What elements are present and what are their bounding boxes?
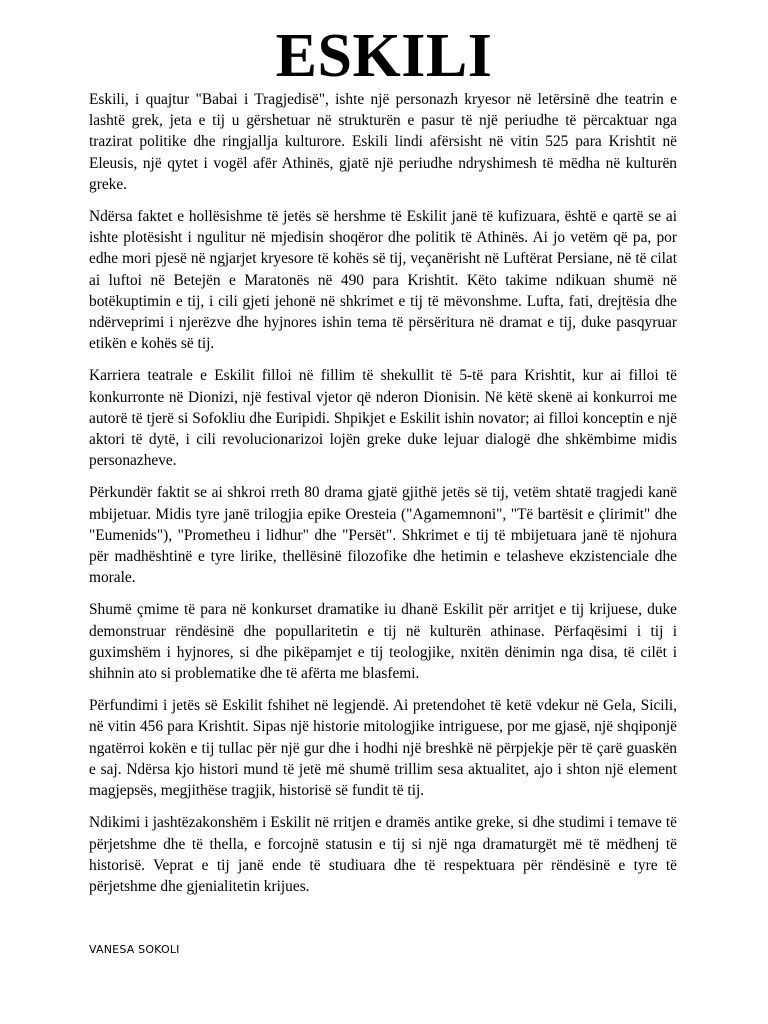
paragraph-1: Eskili, i quajtur "Babai i Tragjedisë", ishte një personazh kryesor në letërsinë dhe teatrin e lashtë grek, jeta e tij u gërshetuar në strukturën e pasur të një periudhe të përcaktuar nga trazirat politike dhe ringjallja kulturore. Eskili lindi afërsisht në vitin 525 para Krishtit në Eleusis, një qytet i vogël afër Athinës, gjatë një periudhe ndryshimesh të mëdha në kulturën greke.: [89, 91, 677, 193]
paragraph-6: Përfundimi i jetës së Eskilit fshihet në legjendë. Ai pretendohet të ketë vdekur në Gela, Sicili, në vitin 456 para Krishtit. Sipas një historie mitologjike intriguese, por me gjasë, një shqiponjë ngatërroi kokën e tij tullac për një gur dhe i hodhi një breshkë në përpjekje për të çarë guaskën e saj. Ndërsa kjo histori mund të jetë më shumë trillim sesa aktualitet, ajo i shton një element magjepsës, megjithëse tragjik, historisë së fundit të tij.: [89, 697, 677, 800]
paragraph-2: Ndërsa faktet e hollësishme të jetës së hershme të Eskilit janë të kufizuara, është e qartë se ai ishte plotësisht i ngulitur në mjedisin shoqëror dhe politik të Athinës. Ai jo vetëm që pa, por edhe mori pjesë në ngjarjet kryesore të kohës së tij, veçanërisht në Luftërat Persiane, në të cilat ai luftoi në Betejën e Maratonës në 490 para Krishtit. Këto takime ndikuan shumë në botëkuptimin e tij, i cili gjeti jehonë në shkrimet e tij të mëvonshme. Lufta, fati, drejtësia dhe ndërveprimi i njerëzve dhe hyjnores ishin tema të përsëritura në dramat e tij, duke pasqyruar etikën e kohës së tij.: [89, 208, 677, 353]
paragraph-3: Karriera teatrale e Eskilit filloi në fillim të shekullit të 5-të para Krishtit, kur ai filloi të konkurronte në Dionizi, një festival vjetor që nderon Dionisin. Në këtë skenë ai konkurroi me autorë të tjerë si Sofokliu dhe Euripidi. Shpikjet e Eskilit ishin novator; ai filloi konceptin e një aktori të dytë, i cili revolucionarizoi lojën greke duke lejuar dialogë dhe shkëmbime midis personazheve.: [89, 367, 677, 470]
paragraph-4: Përkundër faktit se ai shkroi rreth 80 drama gjatë gjithë jetës së tij, vetëm shtatë tragjedi kanë mbijetuar. Midis tyre janë trilogjia epike Oresteia ("Agamemnoni", "Të bartësit e çlirimit" dhe "Eumenids"), "Prometheu i lidhur" dhe "Persët". Shkrimet e tij të mbijetuara janë të njohura për madhështinë e tyre lirike, thellësinë filozofike dhe hetimin e telasheve ekzistenciale dhe morale.: [89, 484, 677, 587]
paragraph-7: Ndikimi i jashtëzakonshëm i Eskilit në rritjen e dramës antike greke, si dhe studimi i temave të përjetshme dhe të thella, e forcojnë statusin e tij si një nga dramaturgët më të mëdhenj të historisë. Veprat e tij janë ende të studiuara dhe të respektuara për rëndësinë e tyre të përjetshme dhe gjenialitetin krijues.: [89, 814, 677, 895]
author-footer: VANESA SOKOLI: [89, 943, 180, 956]
document-body: [89, 89, 677, 908]
document-title: ESKILI: [275, 22, 493, 90]
paragraph-5: Shumë çmime të para në konkurset dramatike iu dhanë Eskilit për arritjet e tij krijuese, duke demonstruar rëndësinë dhe popullaritetin e tij në kulturën athinase. Përfaqësimi i tij i guximshëm i hyjnores, si dhe pikëpamjet e tij teologjike, nxitën dënimin nga disa, të cilët i shihnin ato si problematike dhe të afërta me blasfemi.: [89, 601, 677, 683]
